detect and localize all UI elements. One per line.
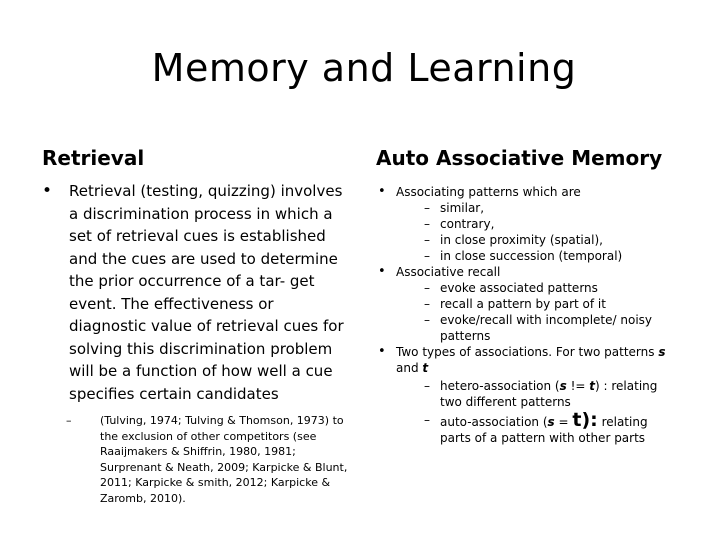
dash-marker: – [424, 217, 430, 231]
bullet-marker: • [378, 184, 386, 199]
sub-item [378, 312, 668, 344]
dash-marker: – [424, 233, 430, 247]
list-item [378, 184, 668, 200]
sub-item-text: in close succession (temporal) [440, 249, 623, 263]
dash-marker: – [66, 414, 72, 427]
retrieval-heading: Retrieval [42, 146, 145, 170]
dash-marker: – [424, 297, 430, 311]
text-part: auto-association ( [440, 415, 548, 429]
dash-marker: – [424, 201, 430, 215]
sub-item [378, 280, 668, 296]
operator: != [566, 379, 590, 393]
bullet-text: Associative recall [396, 265, 501, 279]
variable-t-large: t): [572, 409, 598, 431]
bullet-text-part: Two types of associations. For two patterns [396, 345, 659, 359]
sub-item-text [440, 409, 668, 446]
sub-item-text: in close proximity (spatial), [440, 233, 603, 247]
variable-s: s [547, 415, 555, 429]
list-item [378, 344, 668, 376]
bullet-marker: • [378, 264, 386, 279]
bullet-marker: • [378, 344, 386, 359]
bullet-marker: • [42, 181, 53, 201]
variable-t: t [589, 379, 596, 393]
sub-item-text: recall a pattern by part of it [440, 297, 606, 311]
text-part: ) : relating two different patterns [440, 379, 658, 409]
auto-associative-heading: Auto Associative Memory [376, 146, 663, 170]
retrieval-bullet-text: Retrieval (testing, quizzing) involves a discrimination process in which a set of retrieval cues is established and the cues are used to determine the prior occurrence of a tar- get event. The effectiveness or diagnostic value of retrieval cues for solving this discrimination problem will be a function of how well a cue specifies certain candidates [69, 182, 344, 403]
dash-marker: – [424, 249, 430, 263]
slide-title: Memory and Learning [151, 46, 577, 90]
text-part: relating parts of a pattern with other parts [440, 415, 648, 445]
list-item [378, 264, 668, 280]
bullet-text: Associating patterns which are [396, 185, 581, 199]
sub-item [378, 200, 668, 216]
variable-s: s [658, 345, 666, 359]
sub-item [378, 232, 668, 248]
bullet-text-part: and [396, 361, 423, 375]
sub-item-text: contrary, [440, 217, 495, 231]
retrieval-bullet [42, 180, 354, 405]
auto-associative-column [378, 184, 668, 446]
text-part: hetero-association ( [440, 379, 560, 393]
dash-marker: – [424, 313, 430, 327]
sub-item-text: similar, [440, 201, 485, 215]
variable-t: t [422, 361, 429, 375]
dash-marker: – [424, 281, 430, 295]
sub-item-text [440, 378, 668, 410]
citation-text: (Tulving, 1974; Tulving & Thomson, 1973) to the exclusion of other competitors (see Raaijmakers & Shiffrin, 1980, 1981; Surprenant & Neath, 2009; Karpicke & Blunt, 2011; Karpicke & smith, 2012; Karpicke & Zaromb, 2010). [100, 414, 348, 505]
sub-item-text: evoke/recall with incomplete/ noisy patterns [440, 313, 653, 343]
bullet-text [396, 344, 668, 376]
dash-marker: – [424, 379, 430, 393]
retrieval-column [42, 180, 354, 506]
sub-item [378, 216, 668, 232]
variable-s: s [559, 379, 567, 393]
sub-item-hetero [378, 378, 668, 410]
sub-item-auto [378, 409, 668, 446]
retrieval-citation [42, 413, 354, 506]
sub-item [378, 248, 668, 264]
sub-item-text: evoke associated patterns [440, 281, 598, 295]
operator: = [554, 415, 573, 429]
dash-marker: – [424, 413, 430, 427]
sub-item [378, 296, 668, 312]
